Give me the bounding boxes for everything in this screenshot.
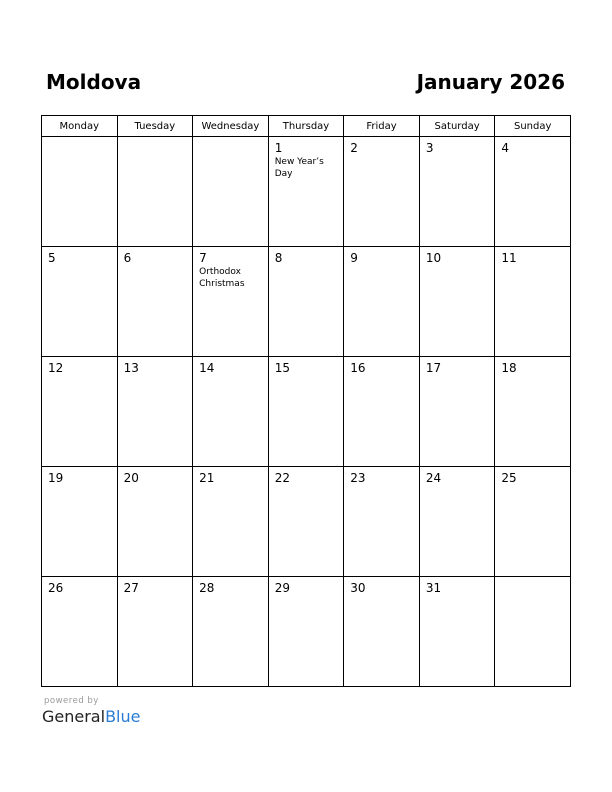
generalblue-logo <box>42 696 140 726</box>
day-number: 29 <box>274 581 290 595</box>
day-number: 20 <box>123 471 139 485</box>
week-row <box>42 137 571 247</box>
weekday-sunday: Sunday <box>495 116 571 137</box>
day-number: 13 <box>123 361 139 375</box>
weekday-friday: Friday <box>344 116 420 137</box>
week-row <box>42 357 571 467</box>
weekday-wednesday: Wednesday <box>193 116 269 137</box>
brand-general: General <box>42 707 106 726</box>
empty-day-cell <box>193 137 269 247</box>
day-cell-9 <box>344 247 420 357</box>
day-cell-5 <box>42 247 118 357</box>
day-cell-3 <box>419 137 495 247</box>
day-cell-23 <box>344 467 420 577</box>
day-number: 11 <box>501 251 517 265</box>
empty-day-cell <box>117 137 193 247</box>
day-cell-11 <box>495 247 571 357</box>
holiday-label: Orthodox Christmas <box>199 267 245 289</box>
week-row <box>42 467 571 577</box>
day-cell-12 <box>42 357 118 467</box>
calendar-grid <box>41 115 571 687</box>
brand-name <box>42 707 140 726</box>
holiday-label: New Year’s Day <box>274 157 324 179</box>
day-number: 17 <box>425 361 442 375</box>
day-cell-17 <box>419 357 495 467</box>
day-number: 10 <box>425 251 442 265</box>
day-number: 25 <box>501 471 517 485</box>
day-cell-22 <box>268 467 344 577</box>
day-cell-24 <box>419 467 495 577</box>
day-cell-2 <box>344 137 420 247</box>
day-number: 23 <box>350 471 366 485</box>
day-cell-14 <box>193 357 269 467</box>
powered-by-text: powered by <box>44 696 99 706</box>
day-number: 15 <box>274 361 290 375</box>
day-cell-30 <box>344 577 420 687</box>
day-number: 2 <box>350 141 358 155</box>
day-cell-16 <box>344 357 420 467</box>
weekday-saturday: Saturday <box>419 116 495 137</box>
day-cell-7 <box>193 247 269 357</box>
day-cell-27 <box>117 577 193 687</box>
day-number: 22 <box>274 471 290 485</box>
day-number: 26 <box>48 581 64 595</box>
day-number: 18 <box>501 361 517 375</box>
day-number: 16 <box>350 361 366 375</box>
day-number: 4 <box>501 141 510 155</box>
day-cell-15 <box>268 357 344 467</box>
day-number: 19 <box>48 471 64 485</box>
day-number: 3 <box>425 141 434 155</box>
day-number: 21 <box>199 471 215 485</box>
week-row <box>42 247 571 357</box>
day-cell-18 <box>495 357 571 467</box>
day-cell-4 <box>495 137 571 247</box>
empty-day-cell <box>495 577 571 687</box>
day-number: 28 <box>199 581 215 595</box>
day-cell-13 <box>117 357 193 467</box>
day-number: 27 <box>123 581 139 595</box>
day-cell-19 <box>42 467 118 577</box>
day-cell-1 <box>268 137 344 247</box>
country-title: Moldova <box>46 70 142 94</box>
brand-blue: Blue <box>105 707 141 726</box>
week-row <box>42 577 571 687</box>
day-cell-21 <box>193 467 269 577</box>
day-number: 31 <box>425 581 442 595</box>
weekday-thursday: Thursday <box>268 116 344 137</box>
day-cell-6 <box>117 247 193 357</box>
day-cell-31 <box>419 577 495 687</box>
day-number: 9 <box>350 251 358 265</box>
day-cell-29 <box>268 577 344 687</box>
day-cell-10 <box>419 247 495 357</box>
day-number: 5 <box>48 251 56 265</box>
day-number: 24 <box>425 471 442 485</box>
weekday-header-row <box>42 116 571 137</box>
day-cell-25 <box>495 467 571 577</box>
day-number: 7 <box>199 251 207 265</box>
day-number: 8 <box>274 251 283 265</box>
day-cell-28 <box>193 577 269 687</box>
day-cell-26 <box>42 577 118 687</box>
day-number: 1 <box>274 141 283 155</box>
day-number: 30 <box>350 581 366 595</box>
weekday-monday: Monday <box>42 116 118 137</box>
day-number: 6 <box>123 251 132 265</box>
day-cell-8 <box>268 247 344 357</box>
day-number: 14 <box>199 361 215 375</box>
day-number: 12 <box>48 361 64 375</box>
weekday-tuesday: Tuesday <box>117 116 193 137</box>
month-year-title: January 2026 <box>416 70 565 94</box>
empty-day-cell <box>42 137 118 247</box>
day-cell-20 <box>117 467 193 577</box>
